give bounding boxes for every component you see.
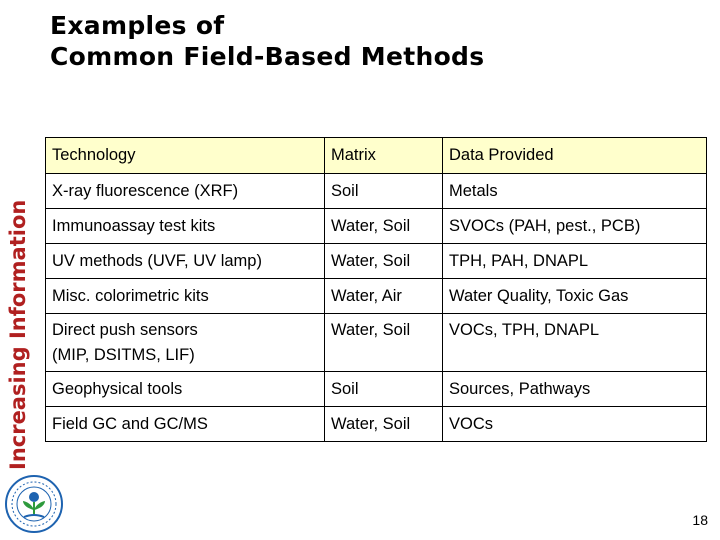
title-line-1: Examples of	[50, 11, 225, 40]
matrix-cell: Water, Soil	[325, 407, 443, 442]
technology-cell	[46, 314, 325, 372]
slide-title	[50, 10, 484, 72]
header-technology: Technology	[46, 138, 325, 174]
technology-cell: X-ray fluorescence (XRF)	[46, 174, 325, 209]
header-data-provided: Data Provided	[443, 138, 707, 174]
data-provided-cell: SVOCs (PAH, pest., PCB)	[443, 209, 707, 244]
epa-seal-icon	[4, 474, 64, 534]
header-matrix: Matrix	[325, 138, 443, 174]
increasing-information-label: Increasing Information	[6, 199, 30, 470]
data-provided-cell: VOCs	[443, 407, 707, 442]
matrix-cell: Water, Soil	[325, 244, 443, 279]
technology-subtext: (MIP, DSITMS, LIF)	[52, 346, 195, 364]
table-row	[46, 314, 707, 372]
matrix-cell: Soil	[325, 372, 443, 407]
data-provided-cell: Sources, Pathways	[443, 372, 707, 407]
table-row	[46, 372, 707, 407]
matrix-cell: Soil	[325, 174, 443, 209]
matrix-cell: Water, Soil	[325, 209, 443, 244]
technology-cell: UV methods (UVF, UV lamp)	[46, 244, 325, 279]
data-provided-cell: VOCs, TPH, DNAPL	[443, 314, 707, 372]
technology-text: Direct push sensors	[52, 321, 198, 339]
table-row	[46, 174, 707, 209]
technology-cell: Misc. colorimetric kits	[46, 279, 325, 314]
title-line-2: Common Field-Based Methods	[50, 42, 485, 71]
table-row	[46, 407, 707, 442]
table-row	[46, 279, 707, 314]
table-header-row	[46, 138, 707, 174]
field-methods-table	[45, 137, 707, 442]
technology-cell: Immunoassay test kits	[46, 209, 325, 244]
table-row	[46, 244, 707, 279]
technology-cell: Geophysical tools	[46, 372, 325, 407]
data-provided-cell: Water Quality, Toxic Gas	[443, 279, 707, 314]
data-provided-cell: Metals	[443, 174, 707, 209]
table-row	[46, 209, 707, 244]
data-provided-cell: TPH, PAH, DNAPL	[443, 244, 707, 279]
technology-cell: Field GC and GC/MS	[46, 407, 325, 442]
matrix-cell: Water, Soil	[325, 314, 443, 372]
matrix-cell: Water, Air	[325, 279, 443, 314]
page-number: 18	[692, 512, 708, 528]
